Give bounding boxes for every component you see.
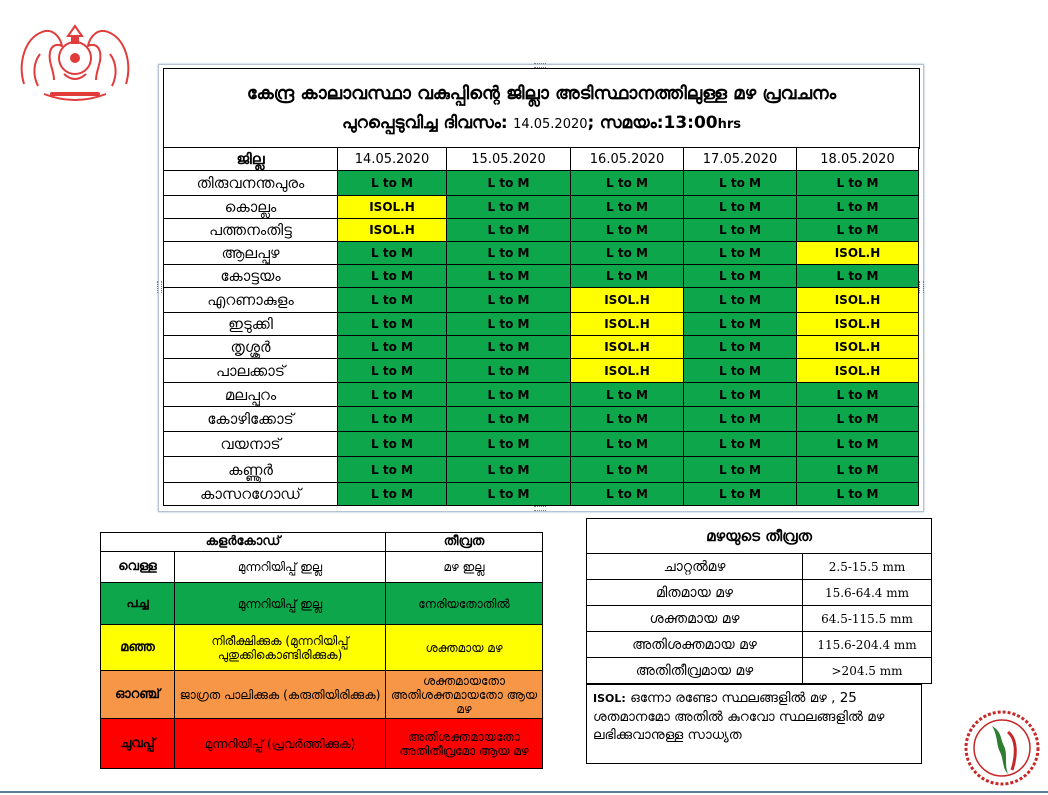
forecast-cell: L to M	[447, 359, 571, 383]
forecast-cell: L to M	[338, 407, 447, 432]
color-meaning: ജാഗ്രത പാലിക്കുക (കരുതിയിരിക്കുക)	[175, 671, 386, 719]
rain-intensity-table	[586, 518, 932, 684]
forecast-cell: L to M	[447, 383, 571, 407]
district-name: പാലക്കാട്	[164, 359, 338, 383]
isol-note	[586, 684, 922, 764]
title-issued-line	[164, 113, 919, 133]
forecast-cell: L to M	[684, 196, 797, 219]
forecast-row	[164, 242, 919, 265]
district-name: മലപ്പുറം	[164, 383, 338, 407]
forecast-cell: L to M	[447, 457, 571, 483]
forecast-cell: L to M	[447, 336, 571, 359]
date-header: 16.05.2020	[571, 148, 684, 171]
color-code-row-white	[101, 552, 543, 583]
footer-rule	[0, 791, 1048, 793]
forecast-cell: L to M	[684, 483, 797, 506]
forecast-title	[163, 68, 920, 149]
color-name: ഓറഞ്ച്	[101, 671, 175, 719]
issued-date: 14.05.2020	[513, 117, 588, 132]
forecast-cell: L to M	[338, 483, 447, 506]
isol-note-prefix: ISOL:	[593, 692, 626, 705]
forecast-cell: L to M	[684, 383, 797, 407]
district-name: കണ്ണൂർ	[164, 457, 338, 483]
intensity-range: 64.5-115.5 mm	[803, 606, 932, 632]
forecast-row	[164, 196, 919, 219]
isol-note-text: ഒന്നോ രണ്ടോ സ്ഥലങ്ങളിൽ മഴ , 25 ശതമാനമോ അതിൽ കുറവോ സ്ഥലങ്ങളിൽ മഴ ലഭിക്കുവാനുള്ള സാധ്യത	[593, 690, 885, 743]
forecast-cell: ISOL.H	[797, 242, 919, 265]
district-name: തൃശ്ശൂർ	[164, 336, 338, 359]
forecast-cell: L to M	[571, 457, 684, 483]
forecast-cell: ISOL.H	[797, 313, 919, 336]
forecast-cell: L to M	[684, 219, 797, 242]
forecast-cell: L to M	[797, 483, 919, 506]
district-name: പത്തനംതിട്ട	[164, 219, 338, 242]
forecast-cell: L to M	[797, 196, 919, 219]
district-name: കോഴിക്കോട്	[164, 407, 338, 432]
color-code-row-yellow	[101, 625, 543, 671]
forecast-cell: L to M	[571, 432, 684, 457]
color-code-table	[100, 532, 543, 769]
forecast-cell: ISOL.H	[571, 313, 684, 336]
forecast-cell: L to M	[447, 288, 571, 313]
forecast-cell: L to M	[338, 171, 447, 196]
forecast-cell: ISOL.H	[797, 359, 919, 383]
forecast-cell: L to M	[684, 336, 797, 359]
kerala-emblem-icon	[14, 14, 136, 110]
forecast-cell: L to M	[684, 313, 797, 336]
frame-resize-handle-left[interactable]	[157, 281, 162, 293]
forecast-cell: L to M	[338, 242, 447, 265]
color-intensity: മഴ ഇല്ല	[386, 552, 543, 583]
intensity-label: ശക്തമായ മഴ	[587, 606, 803, 632]
date-header: 18.05.2020	[797, 148, 919, 171]
color-intensity: ശക്തമായതോ അതിശക്തമായതോ ആയ മഴ	[386, 671, 543, 719]
color-code-header-row	[101, 533, 543, 552]
color-intensity: അതിശക്തമായതോ അതിതീവ്രമോ ആയ മഴ	[386, 719, 543, 769]
frame-resize-handle-bottom[interactable]	[534, 506, 546, 511]
issued-label: പുറപ്പെടുവിച്ച ദിവസം:	[341, 113, 508, 133]
color-code-row-orange	[101, 671, 543, 719]
forecast-cell: ISOL.H	[797, 288, 919, 313]
forecast-cell: ISOL.H	[571, 336, 684, 359]
intensity-label: മിതമായ മഴ	[587, 580, 803, 606]
forecast-cell: L to M	[797, 265, 919, 288]
forecast-cell: L to M	[447, 265, 571, 288]
intensity-row	[587, 580, 932, 606]
ksdma-logo-icon	[962, 708, 1042, 788]
forecast-cell: L to M	[684, 171, 797, 196]
forecast-cell: L to M	[338, 383, 447, 407]
forecast-row	[164, 219, 919, 242]
forecast-row	[164, 171, 919, 196]
forecast-header-row	[164, 148, 919, 171]
intensity-header-row	[587, 519, 932, 554]
forecast-cell: L to M	[571, 219, 684, 242]
forecast-cell: L to M	[338, 313, 447, 336]
color-name: മഞ്ഞ	[101, 625, 175, 671]
forecast-cell: L to M	[338, 336, 447, 359]
district-name: എറണാകുളം	[164, 288, 338, 313]
time-label: സമയം:	[599, 113, 664, 133]
district-header: ജില്ല	[164, 148, 338, 171]
district-name: ആലപ്പുഴ	[164, 242, 338, 265]
intensity-range: 2.5-15.5 mm	[803, 554, 932, 580]
forecast-cell: L to M	[338, 432, 447, 457]
time-value: 13:00	[663, 113, 718, 133]
forecast-cell: L to M	[684, 407, 797, 432]
intensity-label: ചാറ്റൽമഴ	[587, 554, 803, 580]
forecast-cell: L to M	[571, 242, 684, 265]
forecast-cell: L to M	[797, 383, 919, 407]
forecast-cell: L to M	[447, 171, 571, 196]
title-heading: കേന്ദ്ര കാലാവസ്ഥാ വകുപ്പിന്റെ ജില്ലാ അടിസ്ഥാനത്തിലുള്ള മഴ പ്രവചനം	[246, 83, 837, 104]
forecast-cell: L to M	[797, 432, 919, 457]
intensity-label: അതിതീവ്രമായ മഴ	[587, 658, 803, 684]
forecast-cell: L to M	[684, 288, 797, 313]
forecast-cell: L to M	[447, 242, 571, 265]
color-code-row-red	[101, 719, 543, 769]
forecast-row	[164, 407, 919, 432]
forecast-cell: L to M	[571, 171, 684, 196]
color-code-row-green	[101, 583, 543, 625]
forecast-cell: L to M	[684, 432, 797, 457]
forecast-row	[164, 265, 919, 288]
color-code-header: കളർകോഡ്	[101, 533, 386, 552]
date-header: 14.05.2020	[338, 148, 447, 171]
time-unit: hrs	[717, 117, 742, 132]
date-header: 15.05.2020	[447, 148, 571, 171]
district-name: കോട്ടയം	[164, 265, 338, 288]
intensity-range: 15.6-64.4 mm	[803, 580, 932, 606]
forecast-cell: L to M	[684, 242, 797, 265]
color-meaning: മുന്നറിയിപ്പ് (പ്രവർത്തിക്കുക)	[175, 719, 386, 769]
intensity-row	[587, 554, 932, 580]
forecast-cell: L to M	[684, 359, 797, 383]
forecast-cell: L to M	[338, 359, 447, 383]
forecast-row	[164, 359, 919, 383]
intensity-header: തീവ്രത	[386, 533, 543, 552]
rain-intensity-header: മഴയുടെ തീവ്രത	[587, 519, 932, 554]
forecast-cell: L to M	[571, 265, 684, 288]
intensity-range: >204.5 mm	[803, 658, 932, 684]
forecast-cell: ISOL.H	[338, 219, 447, 242]
forecast-cell: L to M	[571, 483, 684, 506]
district-name: വയനാട്	[164, 432, 338, 457]
color-name: പച്ച	[101, 583, 175, 625]
forecast-row	[164, 483, 919, 506]
date-header: 17.05.2020	[684, 148, 797, 171]
district-name: കാസറഗോഡ്	[164, 483, 338, 506]
forecast-cell: L to M	[571, 383, 684, 407]
intensity-row	[587, 606, 932, 632]
forecast-cell: L to M	[571, 196, 684, 219]
color-meaning: മുന്നറിയിപ്പ് ഇല്ല	[175, 552, 386, 583]
forecast-cell: L to M	[338, 288, 447, 313]
forecast-cell: ISOL.H	[571, 359, 684, 383]
forecast-row	[164, 336, 919, 359]
forecast-row	[164, 432, 919, 457]
color-name: വെള്ള	[101, 552, 175, 583]
forecast-cell: L to M	[338, 265, 447, 288]
forecast-cell: L to M	[797, 171, 919, 196]
forecast-row	[164, 288, 919, 313]
intensity-row	[587, 632, 932, 658]
forecast-cell: L to M	[797, 457, 919, 483]
forecast-cell: ISOL.H	[797, 336, 919, 359]
color-meaning: മുന്നറിയിപ്പ് ഇല്ല	[175, 583, 386, 625]
forecast-row	[164, 457, 919, 483]
forecast-cell: L to M	[684, 457, 797, 483]
district-name: തിരുവനന്തപുരം	[164, 171, 338, 196]
forecast-cell: L to M	[447, 483, 571, 506]
district-name: കൊല്ലം	[164, 196, 338, 219]
forecast-cell: L to M	[447, 407, 571, 432]
forecast-cell: ISOL.H	[571, 288, 684, 313]
color-intensity: ശക്തമായ മഴ	[386, 625, 543, 671]
intensity-range: 115.6-204.4 mm	[803, 632, 932, 658]
forecast-cell: L to M	[797, 407, 919, 432]
forecast-cell: L to M	[447, 196, 571, 219]
frame-resize-handle-right[interactable]	[919, 281, 924, 293]
district-name: ഇടുക്കി	[164, 313, 338, 336]
intensity-row	[587, 658, 932, 684]
color-meaning: നിരീക്ഷിക്കുക (മുന്നറിയിപ്പ് പുതുക്കികൊണ്ടിരിക്കുക)	[175, 625, 386, 671]
forecast-cell: L to M	[447, 432, 571, 457]
intensity-label: അതിശക്തമായ മഴ	[587, 632, 803, 658]
forecast-cell: L to M	[338, 457, 447, 483]
forecast-cell: L to M	[447, 219, 571, 242]
forecast-cell: L to M	[571, 407, 684, 432]
issued-separator: ;	[587, 113, 595, 133]
forecast-row	[164, 383, 919, 407]
forecast-row	[164, 313, 919, 336]
forecast-cell: L to M	[684, 265, 797, 288]
forecast-table	[163, 147, 919, 506]
forecast-cell: ISOL.H	[338, 196, 447, 219]
color-intensity: നേരിയതോതിൽ	[386, 583, 543, 625]
forecast-cell: L to M	[797, 219, 919, 242]
forecast-cell: L to M	[447, 313, 571, 336]
color-name: ചുവപ്പ്	[101, 719, 175, 769]
